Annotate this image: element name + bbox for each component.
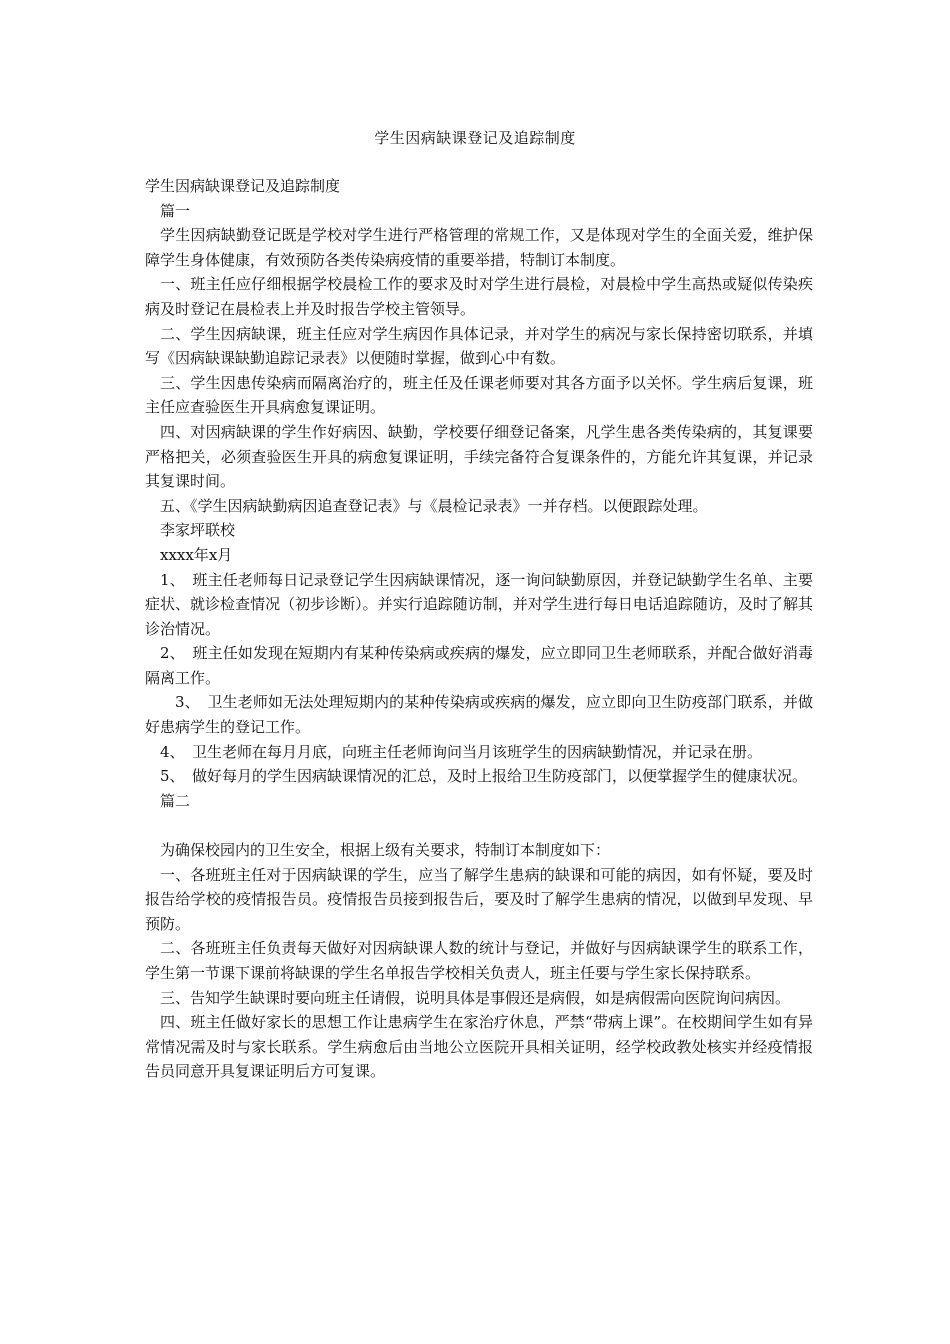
document-date: xxxx年x月: [160, 545, 233, 564]
rule-paragraph: 四、班主任做好家长的思想工作让患病学生在家治疗休息，严禁“带病上课”。在校期间学生如有异常情况需及时与家长联系。学生病愈后由当地公立医院开具相关证明，经学校政教处核实并经疫情报告员同意开具复课证明后方可复课。: [145, 1013, 813, 1081]
numbered-item: 3、 卫生老师如无法处理短期内的某种传染病或疾病的爆发，应立即向卫生防疫部门联系，并做好患病学生的登记工作。: [145, 693, 813, 737]
document-body: [145, 174, 813, 1084]
rule-paragraph: 三、告知学生缺课时要向班主任请假，说明具体是事假还是病假，如是病假需向医院询问病因。: [160, 988, 791, 1007]
rule-paragraph: 一、班主任应仔细根据学校晨检工作的要求及时对学生进行晨检，对晨检中学生高热或疑似传染疾病及时登记在晨检表上并及时报告学校主管领导。: [145, 275, 813, 318]
intro-paragraph-two: 为确保校园内的卫生安全，根据上级有关要求，特制订本制度如下：: [160, 841, 611, 860]
document-title: 学生因病缺课登记及追踪制度: [374, 129, 576, 147]
intro-paragraph: 学生因病缺勤登记既是学校对学生进行严格管理的常规工作，又是体现对学生的全面关爱，维护保障学生身体健康，有效预防各类传染病疫情的重要举措，特制订本制度。: [145, 226, 813, 269]
school-name: 李家坪联校: [160, 521, 236, 540]
rule-paragraph: 五、《学生因病缺勤病因追查登记表》与《晨检记录表》一并存档。以便跟踪处理。: [160, 496, 708, 515]
document-subtitle: 学生因病缺课登记及追踪制度: [145, 177, 341, 195]
rule-paragraph: 一、各班班主任对于因病缺课的学生，应当了解学生患病的缺课和可能的病因，如有怀疑，要及时报告给学校的疫情报告员。疫情报告员接到报告后，要及时了解学生患病的情况，以做到早发现、早预防。: [145, 865, 813, 933]
rule-paragraph: 三、学生因患传染病而隔离治疗的，班主任及任课老师要对其各方面予以关怀。学生病后复课，班主任应查验医生开具病愈复课证明。: [145, 373, 813, 417]
numbered-item: 2、 班主任如发现在短期内有某种传染病或疾病的爆发，应立即同卫生老师联系，并配合做好消毒隔离工作。: [145, 644, 813, 687]
section-one-heading: 篇一: [160, 201, 191, 220]
numbered-item: 4、 卫生老师在每月月底，向班主任老师询问当月该班学生的因病缺勤情况，并记录在册。: [160, 742, 763, 761]
section-two-heading: 篇二: [160, 791, 191, 810]
rule-paragraph: 二、各班班主任负责每天做好对因病缺课人数的统计与登记，并做好与因病缺课学生的联系工作，学生第一节课下课前将缺课的学生名单报告学校相关负责人，班主任要与学生家长保持联系。: [145, 939, 813, 982]
numbered-item: 1、 班主任老师每日记录登记学生因病缺课情况，逐一询问缺勤原因，并登记缺勤学生名单、主要症状、就诊检查情况（初步诊断）。并实行追踪随访制，并对学生进行每日电话追踪随访，及时了解其诊治情况。: [145, 570, 813, 638]
rule-paragraph: 四、对因病缺课的学生作好病因、缺勤，学校要仔细登记备案，凡学生患各类传染病的，其复课要严格把关，必须查验医生开具的病愈复课证明，手续完备符合复课条件的，方能允许其复课，并记录其复课时间。: [145, 422, 813, 491]
numbered-item: 5、 做好每月的学生因病缺课情况的汇总，及时上报给卫生防疫部门，以便掌握学生的健康状况。: [160, 767, 808, 786]
blank-line: [145, 813, 813, 838]
rule-paragraph: 二、学生因病缺课，班主任应对学生病因作具体记录，并对学生的病况与家长保持密切联系，并填写《因病缺课缺勤追踪记录表》以便随时掌握，做到心中有数。: [145, 324, 813, 368]
